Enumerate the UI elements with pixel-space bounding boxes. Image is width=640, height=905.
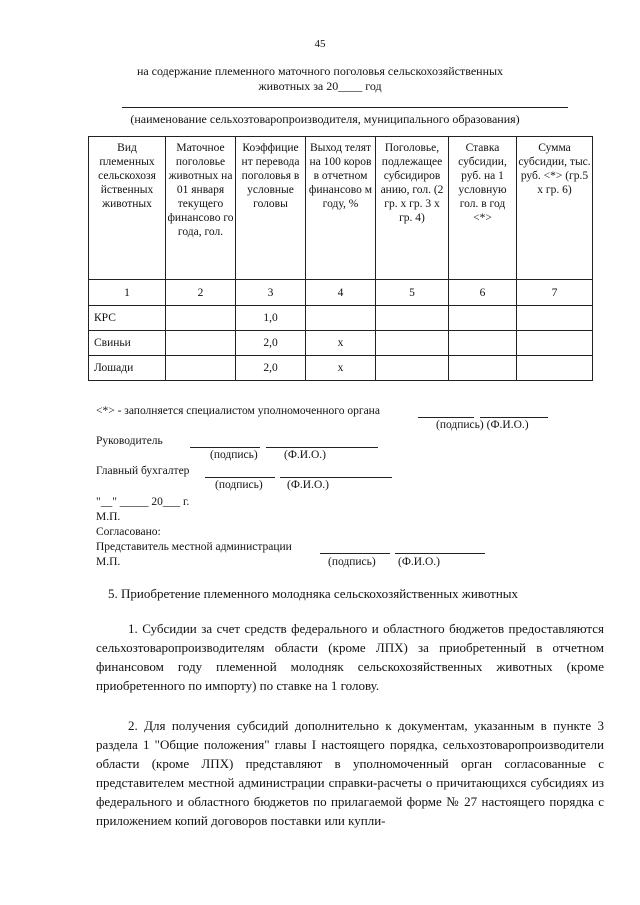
chief-accountant-sign-caption: (подпись) [215,479,263,491]
date-line: "__" _____ 20___ г. [96,496,190,508]
table-cell [166,306,236,331]
table-header-row [89,137,593,280]
header-cell: Ставка субсидии, руб. на 1 условную гол. в год <*> [449,137,517,280]
column-number: 1 [89,280,166,306]
table-cell [376,306,449,331]
table-cell: Лошади [89,356,166,381]
table-cell [517,356,593,381]
column-number: 4 [306,280,376,306]
table-cell [166,356,236,381]
name-fill-line [122,107,568,108]
table-cell [449,306,517,331]
table-cell: х [306,331,376,356]
footnote-sign-line [418,417,474,418]
footnote-sign-caption: (подпись) (Ф.И.О.) [436,419,529,431]
column-number: 2 [166,280,236,306]
table-cell: 2,0 [236,331,306,356]
table-cell: х [306,356,376,381]
chief-accountant-name-caption: (Ф.И.О.) [287,479,329,491]
stamp-place: М.П. [96,511,121,523]
table-cell [449,356,517,381]
director-sign-caption: (подпись) [210,449,258,461]
table-cell [306,306,376,331]
director-name-caption: (Ф.И.О.) [284,449,326,461]
table-cell [517,306,593,331]
paragraph: 1. Субсидии за счет средств федерального и областного бюджетов предоставляются сельхозтоваропроизводителям области (кроме ЛПХ) за приобретенный в отчетном финансовом году племенной молодняк сельскохозяйственных животных (кроме приобретенного по импорту) по ставке на 1 голову. [96,621,604,693]
chief-accountant-name-line [280,477,392,478]
header-cell: Маточное поголовье животных на 01 января текущего финансово го года, гол. [166,137,236,280]
header-cell: Коэффицие нт перевода поголовья в условные головы [236,137,306,280]
form-title [100,64,540,94]
table-cell [449,331,517,356]
footnote: <*> - заполняется специалистом уполномоченного органа [96,405,380,417]
column-number: 7 [517,280,593,306]
header-cell: Вид племенных сельскохозя йственных животных [89,137,166,280]
table-cell: КРС [89,306,166,331]
table-cell: Свиньи [89,331,166,356]
section-heading: 5. Приобретение племенного молодняка сельскохозяйственных животных [108,586,519,601]
table-row [89,306,593,331]
paragraph: 2. Для получения субсидий дополнительно к документам, указанным в пункте 3 раздела 1 "Общие положения" главы I настоящего порядка, сельхозтоваропроизводители области (кроме ЛПХ) представляют в уполномоченный орган согласованные с представителем местной администрации справки-расчеты о причитающихся субсидиях из федерального и областного бюджетов по прилагаемой форме № 27 настоящего порядка с приложением копий договоров поставки или купли- [96,718,604,828]
table-cell: 1,0 [236,306,306,331]
table-row [89,356,593,381]
form-subtitle: (наименование сельхозтоваропроизводителя, муниципального образования) [130,112,520,126]
director-label: Руководитель [96,435,163,447]
subsidy-table [88,136,593,381]
table-cell [166,331,236,356]
column-number: 5 [376,280,449,306]
admin-representative-label: Представитель местной администрации [96,541,292,553]
table-cell [376,356,449,381]
form-title-line2: животных за 20____ год [258,79,382,93]
director-name-line [266,447,378,448]
form-title-line1: на содержание племенного маточного поголовья сельскохозяйственных [136,64,504,78]
chief-accountant-label: Главный бухгалтер [96,465,190,477]
table-row [89,331,593,356]
admin-name-line [395,553,485,554]
table-cell [376,331,449,356]
header-cell: Сумма субсидии, тыс. руб. <*> (гр.5 х гр. 6) [517,137,593,280]
page-number: 45 [314,38,326,50]
agreed-label: Согласовано: [96,526,161,538]
admin-sign-caption: (подпись) [328,556,376,568]
admin-sign-line [320,553,390,554]
admin-name-caption: (Ф.И.О.) [398,556,440,568]
stamp-place: М.П. [96,556,121,568]
footnote-name-line [480,417,548,418]
header-cell: Поголовье, подлежащее субсидиров анию, гол. (2 гр. х гр. 3 х гр. 4) [376,137,449,280]
director-sign-line [190,447,260,448]
header-cell: Выход телят на 100 коров в отчетном финансово м году, % [306,137,376,280]
column-number: 3 [236,280,306,306]
chief-accountant-sign-line [205,477,275,478]
table-cell [517,331,593,356]
column-number: 6 [449,280,517,306]
table-number-row [89,280,593,306]
table-cell: 2,0 [236,356,306,381]
